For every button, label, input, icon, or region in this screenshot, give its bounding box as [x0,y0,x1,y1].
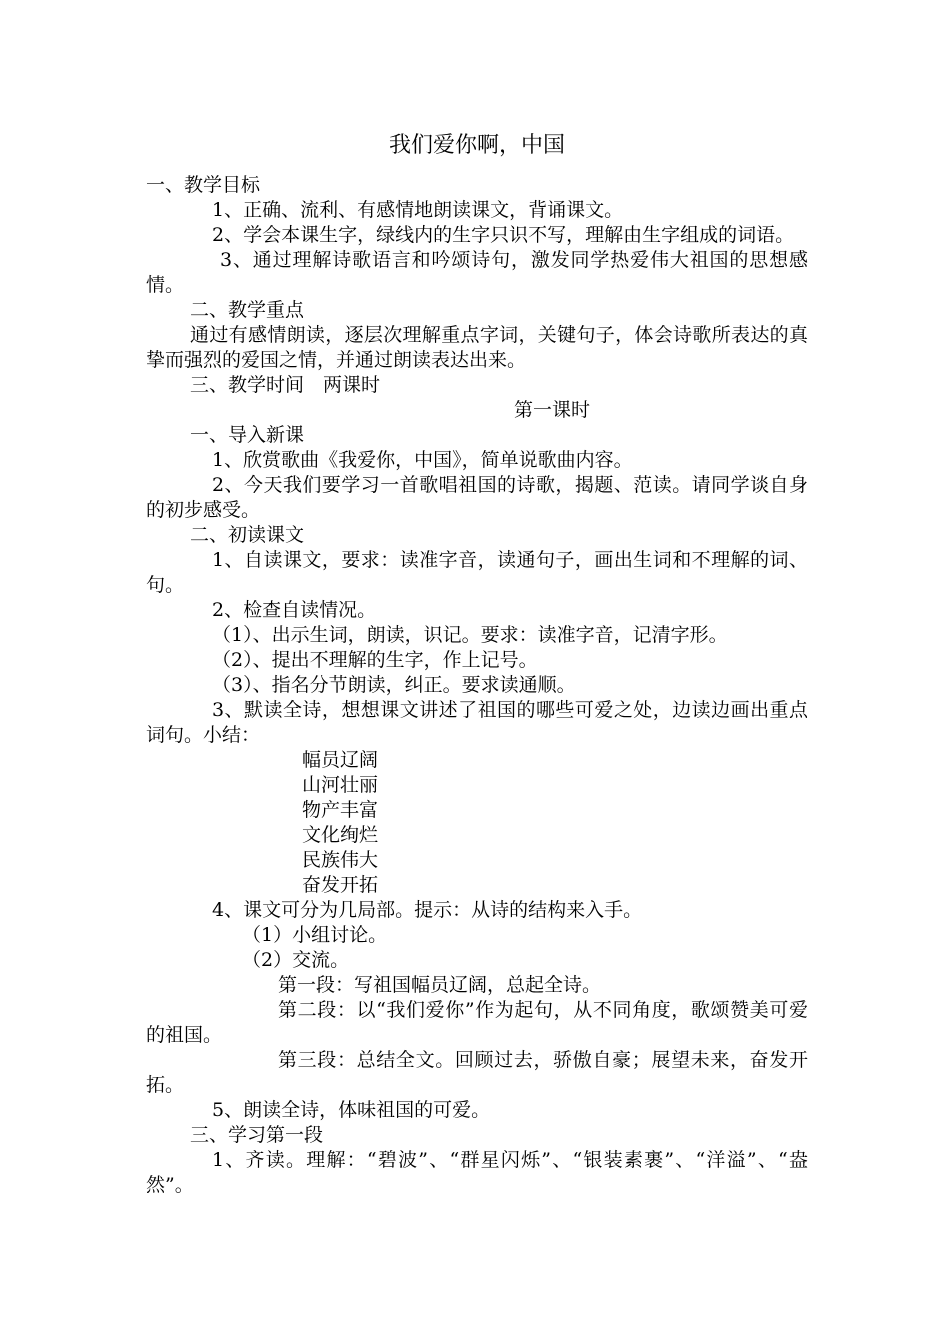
document-paragraph: 第一段：写祖国幅员辽阔，总起全诗。 [278,974,602,996]
document-paragraph: 第一课时 [513,399,590,421]
document-paragraph: 物产丰富 [302,799,379,821]
document-paragraph: 3、通过理解诗歌语言和吟颂诗句，激发同学热爱伟大祖国的思想感情。 [146,249,808,296]
document-paragraph: 1、正确、流利、有感情地朗读课文，背诵课文。 [212,199,624,221]
document-paragraph: 第二段：以“我们爱你”作为起句，从不同角度，歌颂赞美可爱的祖国。 [146,999,808,1046]
document-paragraph: 幅员辽阔 [302,749,379,771]
document-paragraph: 3、默读全诗，想想课文讲述了祖国的哪些可爱之处，边读边画出重点词句。小结： [146,699,808,746]
document-paragraph: 奋发开拓 [302,874,379,896]
document-paragraph: 一、导入新课 [190,424,305,446]
document-paragraph: 一、教学目标 [146,174,261,196]
document-paragraph: （3）、指名分节朗读，纠正。要求读通顺。 [212,674,576,696]
document-paragraph: 三、学习第一段 [190,1124,324,1146]
document-body [146,173,808,1198]
document-paragraph: 4、课文可分为几局部。提示：从诗的结构来入手。 [212,899,643,921]
document-paragraph: （1）、出示生词，朗读，识记。要求：读准字音，记清字形。 [212,624,728,646]
document-paragraph: 第三段：总结全文。回顾过去，骄傲自豪；展望未来，奋发开拓。 [146,1049,808,1096]
document-paragraph: 1、齐读。理解：“碧波”、“群星闪烁”、“银装素裹”、“洋溢”、“盎然”。 [146,1149,808,1196]
document-paragraph: 1、自读课文，要求：读准字音，读通句子，画出生词和不理解的词、句。 [146,549,808,596]
document-paragraph: 2、今天我们要学习一首歌唱祖国的诗歌，揭题、范读。请同学谈自身的初步感受。 [146,474,808,521]
document-paragraph: 二、教学重点 [190,299,305,321]
document-paragraph: 2、检查自读情况。 [212,599,377,621]
document-paragraph: （2）交流。 [242,949,350,971]
document-paragraph: 三、教学时间 两课时 [190,374,381,396]
document-paragraph: 民族伟大 [302,849,379,871]
document-paragraph: （2）、提出不理解的生字，作上记号。 [212,649,538,671]
document-paragraph: （1）小组讨论。 [242,924,388,946]
document-paragraph: 通过有感情朗读，逐层次理解重点字词，关键句子，体会诗歌所表达的真挚而强烈的爱国之情，并通过朗读表达出来。 [146,324,808,371]
document-paragraph: 二、初读课文 [190,524,305,546]
document-paragraph: 1、欣赏歌曲《我爱你，中国》，简单说歌曲内容。 [212,449,633,471]
document-page [146,131,808,1198]
document-paragraph: 文化绚烂 [302,824,379,846]
document-title: 我们爱你啊，中国 [388,133,565,158]
document-paragraph: 2、学会本课生字，绿线内的生字只识不写，理解由生字组成的词语。 [212,224,795,246]
document-paragraph: 5、朗读全诗，体味祖国的可爱。 [212,1099,491,1121]
document-paragraph: 山河壮丽 [302,774,379,796]
